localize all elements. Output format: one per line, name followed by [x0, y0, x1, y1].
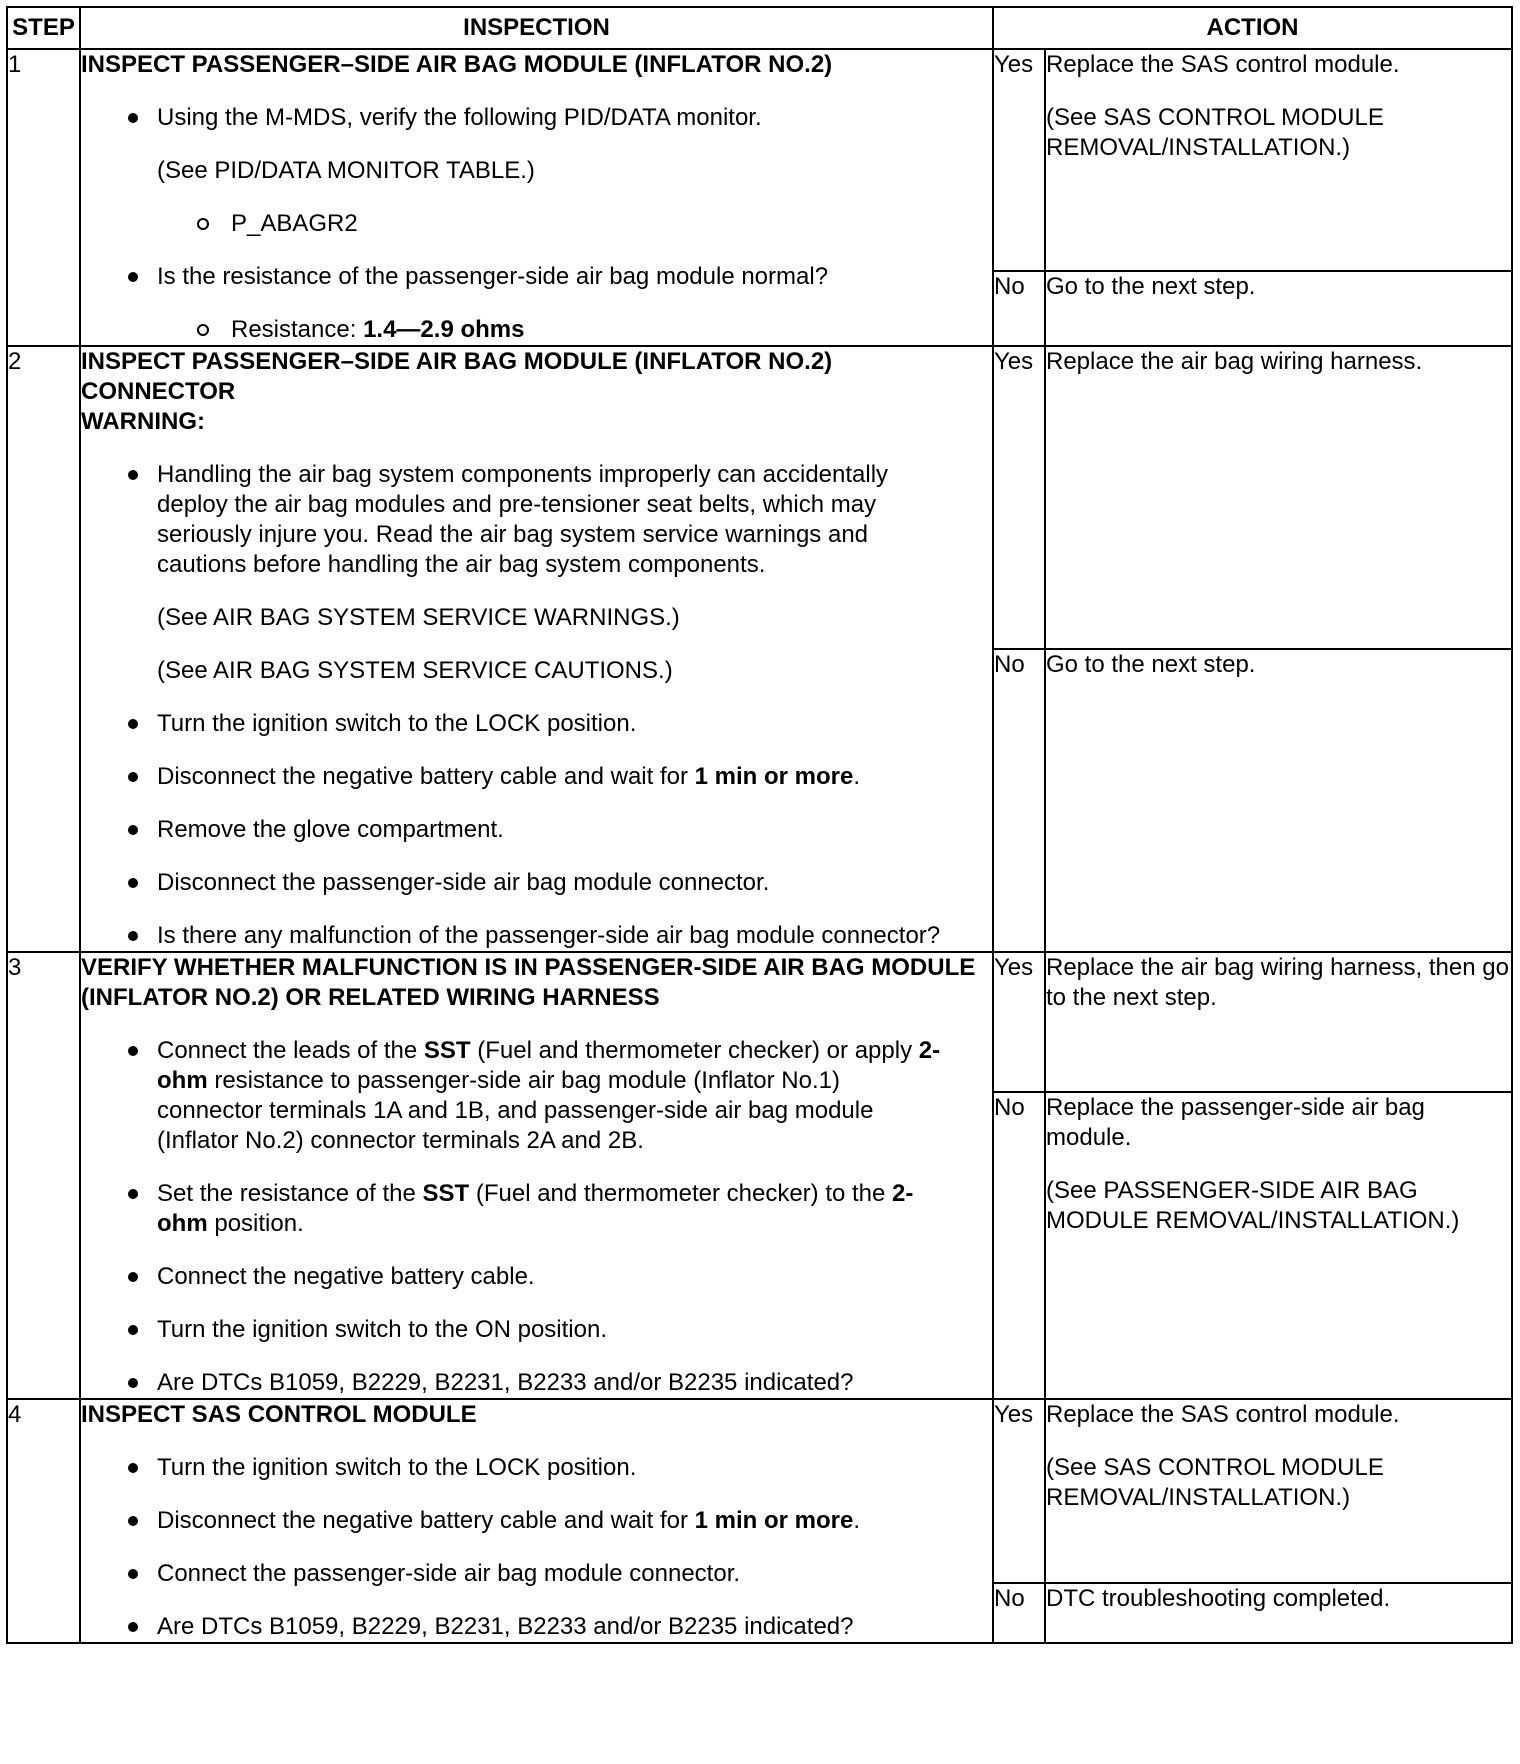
bullet-item: Is there any malfunction of the passenger-side air bag module connector?: [157, 921, 952, 951]
no-action: [1045, 1092, 1512, 1399]
troubleshooting-table: [6, 6, 1513, 1644]
step-number: 3: [7, 952, 80, 1399]
bullet-item: Connect the passenger-side air bag module connector.: [157, 1559, 952, 1589]
bullet-item: Disconnect the passenger-side air bag module connector.: [157, 868, 952, 898]
reference-link[interactable]: (See SAS CONTROL MODULE REMOVAL/INSTALLATION.): [1046, 1454, 1384, 1511]
action-text: Replace the air bag wiring harness.: [1046, 348, 1423, 375]
action-text: Go to the next step.: [1046, 273, 1256, 301]
header-action: ACTION: [993, 7, 1512, 49]
step-2-yes-row: [7, 346, 1512, 649]
sub-item: P_ABAGR2: [231, 209, 992, 239]
no-label: No: [993, 1092, 1045, 1399]
step-4-yes-row: [7, 1399, 1512, 1583]
bullet-item: Disconnect the negative battery cable and wait for 1 min or more.: [157, 1506, 952, 1536]
action-text: Replace the SAS control module.: [1046, 1401, 1400, 1428]
header-inspection: INSPECTION: [80, 7, 993, 49]
no-label: No: [993, 649, 1045, 952]
no-action: [1045, 649, 1512, 952]
yes-action: [1045, 346, 1512, 649]
step-3-inspection: [80, 952, 993, 1399]
resistance-value: 1.4—2.9 ohms: [363, 316, 525, 343]
header-step: STEP: [7, 7, 80, 49]
action-text: DTC troubleshooting completed.: [1046, 1584, 1391, 1612]
step-4-inspection: [80, 1399, 993, 1643]
yes-action: [1045, 952, 1512, 1092]
step-number: 1: [7, 49, 80, 346]
step-3-yes-row: [7, 952, 1512, 1092]
step-title: INSPECT PASSENGER–SIDE AIR BAG MODULE (INFLATOR NO.2) CONNECTOR: [81, 348, 833, 405]
bullet-item: Turn the ignition switch to the LOCK position.: [157, 1453, 952, 1483]
bullet-item: Remove the glove compartment.: [157, 815, 952, 845]
step-1-inspection: [80, 49, 993, 346]
bullet-item: Turn the ignition switch to the ON position.: [157, 1315, 952, 1345]
step-1-yes-row: [7, 49, 1512, 271]
yes-label: Yes: [993, 1399, 1045, 1583]
resistance-label: Resistance:: [231, 316, 364, 343]
step-title: INSPECT SAS CONTROL MODULE: [81, 1401, 477, 1428]
step-2-inspection: [80, 346, 993, 952]
yes-action: [1045, 1399, 1512, 1583]
bullet-item: Using the M-MDS, verify the following PID/DATA monitor.: [157, 103, 952, 133]
reference-link[interactable]: (See PID/DATA MONITOR TABLE.): [157, 157, 535, 184]
step-number: 4: [7, 1399, 80, 1643]
reference-link[interactable]: (See AIR BAG SYSTEM SERVICE WARNINGS.): [157, 604, 680, 631]
bullet-item: Handling the air bag system components improperly can accidentally deploy the air bag modules and pre-tensioner seat belts, which may seriously injure you. Read the air bag system service warnings and cautions before handling the air bag system components.: [157, 460, 952, 580]
yes-action: [1045, 49, 1512, 271]
no-action: [1045, 1583, 1512, 1643]
bullet-item: Are DTCs B1059, B2229, B2231, B2233 and/or B2235 indicated?: [157, 1612, 952, 1642]
yes-label: Yes: [993, 346, 1045, 649]
bullet-item: Connect the negative battery cable.: [157, 1262, 952, 1292]
action-text: Replace the air bag wiring harness, then go to the next step.: [1046, 954, 1509, 1011]
step-title: VERIFY WHETHER MALFUNCTION IS IN PASSENGER-SIDE AIR BAG MODULE (INFLATOR NO.2) OR RELATED WIRING HARNESS: [81, 954, 976, 1011]
warning-label: WARNING:: [81, 408, 205, 435]
no-label: No: [993, 1583, 1045, 1643]
yes-label: Yes: [993, 49, 1045, 271]
action-text: Replace the SAS control module.: [1046, 51, 1400, 78]
yes-label: Yes: [993, 952, 1045, 1092]
bullet-item: Set the resistance of the SST (Fuel and thermometer checker) to the 2-ohm position.: [157, 1179, 952, 1239]
no-action: [1045, 271, 1512, 346]
reference-link[interactable]: (See SAS CONTROL MODULE REMOVAL/INSTALLATION.): [1046, 104, 1384, 161]
bullet-item: Connect the leads of the SST (Fuel and thermometer checker) or apply 2-ohm resistance to passenger-side air bag module (Inflator No.1) connector terminals 1A and 1B, and passenger-side air bag module (Inflator No.2) connector terminals 2A and 2B.: [157, 1036, 952, 1156]
action-text: Go to the next step.: [1046, 651, 1256, 678]
no-label: No: [993, 271, 1045, 346]
action-text: Replace the passenger-side air bag module.: [1046, 1094, 1425, 1152]
reference-link[interactable]: (See AIR BAG SYSTEM SERVICE CAUTIONS.): [157, 657, 673, 684]
bullet-item: Disconnect the negative battery cable and wait for 1 min or more.: [157, 762, 952, 792]
sub-item: [231, 315, 992, 345]
step-title: INSPECT PASSENGER–SIDE AIR BAG MODULE (INFLATOR NO.2): [81, 51, 833, 78]
table-header-row: [7, 7, 1512, 49]
step-number: 2: [7, 346, 80, 952]
reference-link[interactable]: (See PASSENGER-SIDE AIR BAG MODULE REMOVAL/INSTALLATION.): [1046, 1177, 1460, 1235]
bullet-item: Are DTCs B1059, B2229, B2231, B2233 and/or B2235 indicated?: [157, 1368, 952, 1398]
bullet-item: Turn the ignition switch to the LOCK position.: [157, 709, 952, 739]
bullet-item: Is the resistance of the passenger-side air bag module normal?: [157, 262, 952, 292]
